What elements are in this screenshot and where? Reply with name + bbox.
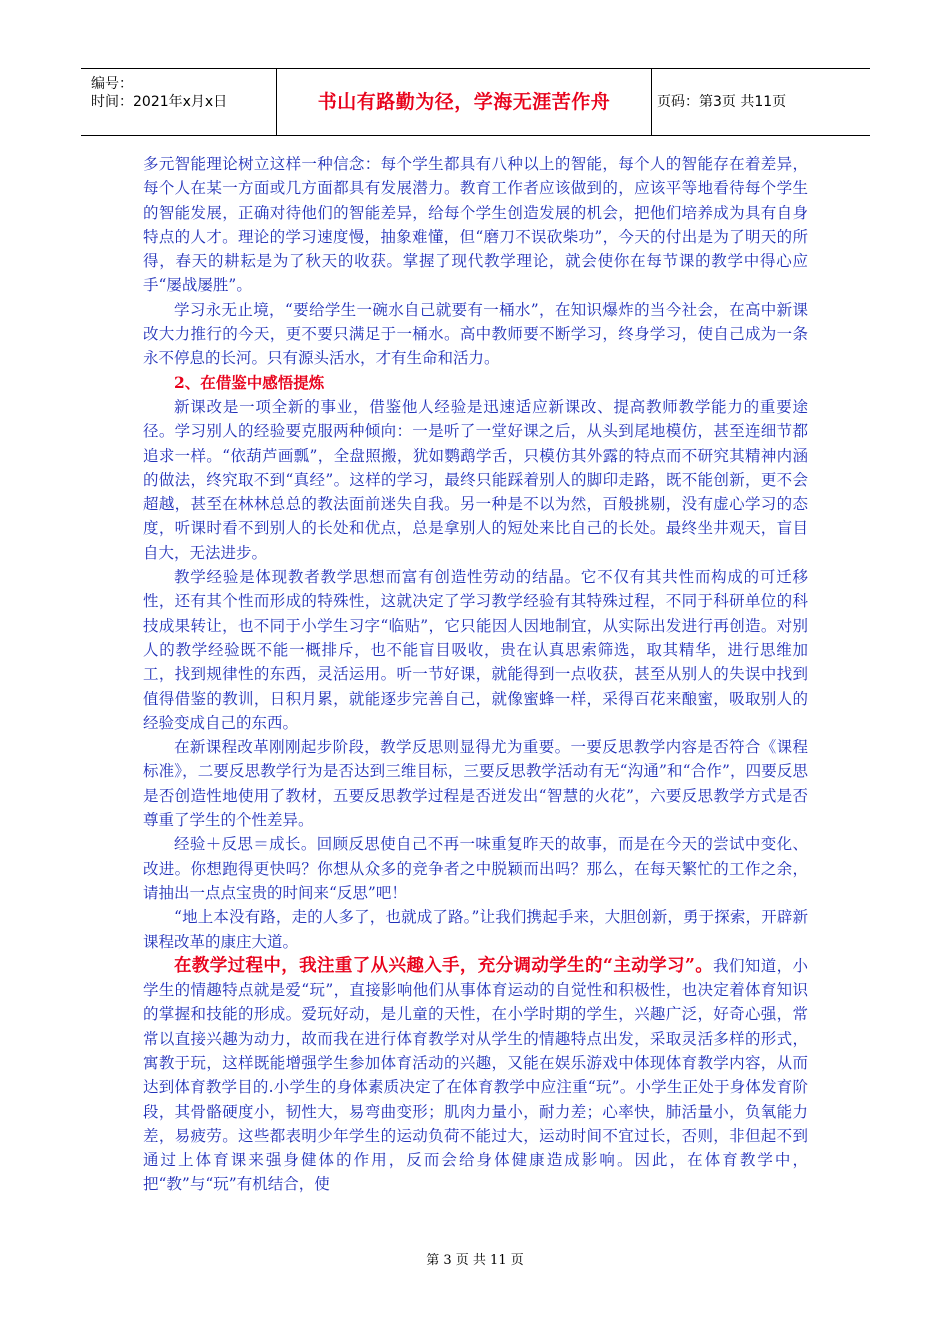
document-number-label: 编号：: [91, 76, 133, 92]
paragraph-continuation: 我们知道，小学生的情趣特点就是爱“玩”，直接影响他们从事体育运动的自觉性和积极性，也决定着体育知识的掌握和技能的形成。爱玩好动，是儿童的天性，在小学时期的学生，兴趣广泛，好奇心强，常常以直接兴趣为动力，故而我在进行体育教学对从学生的情趣特点出发，采取灵活多样的形式，寓教于玩，这样既能增强学生参加体育活动的兴趣，又能在娱乐游戏中体现体育教学内容，从而达到体育教学目的.小学生的身体素质决定了在体育教学中应注重“玩”。小学生正处于身体发育阶段，其骨骼硬度小，韧性大，易弯曲变形；肌肉力量小，耐力差；心率快，肺活量小，负氧能力差，易疲劳。这些都表明少年学生的运动负荷不能过大，运动时间不宜过长，否则，非但起不到通过上体育课来强身健体的作用，反而会给身体健康造成影响。因此，在体育教学中，把“教”与“玩”有机结合，使: [143, 956, 808, 1194]
header-page-label: 页码：第3页 共11页: [657, 94, 787, 110]
paragraph: 多元智能理论树立这样一种信念：每个学生都具有八种以上的智能，每个人的智能存在着差异，每个人在某一方面或几方面都具有发展潜力。教育工作者应该做到的，应该平等地看待每个学生的智能发展，正确对待他们的智能差异，给每个学生创造发展的机会，把他们培养成为具有自身特点的人才。理论的学习速度慢，抽象难懂，但“磨刀不误砍柴功”，今天的付出是为了明天的所得，春天的耕耘是为了秋天的收获。掌握了现代教学理论，就会使你在每节课的教学中得心应手“屡战屡胜”。: [143, 155, 808, 295]
section-heading: 2、在借鉴中感悟提炼: [174, 372, 325, 392]
header-meta-cell: [81, 69, 277, 135]
paragraph: 在新课程改革刚刚起步阶段，教学反思则显得尤为重要。一要反思教学内容是否符合《课程标准》，二要反思教学行为是否达到三维目标，三要反思教学活动有无“沟通”和“合作”，四要反思是否创造性地使用了教材，五要反思教学过程是否迸发出“智慧的火花”，六要反思教学方式是否尊重了学生的个性差异。: [143, 738, 808, 830]
paragraph: 经验＋反思＝成长。回顾反思使自己不再一味重复昨天的故事，而是在今天的尝试中变化、改进。你想跑得更快吗？你想从众多的竞争者之中脱颖而出吗？那么，在每天繁忙的工作之余，请抽出一点点宝贵的时间来“反思”吧！: [143, 835, 808, 902]
document-body: [143, 152, 808, 1197]
emphasis-lead-sentence: 在教学过程中，我注重了从兴趣入手，充分调动学生的“主动学习”。: [174, 955, 714, 976]
paragraph: [143, 954, 808, 1197]
paragraph: 新课改是一项全新的事业，借鉴他人经验是迅速适应新课改、提高教师教学能力的重要途径。学习别人的经验要克服两种倾向：一是听了一堂好课之后，从头到尾地模仿，甚至连细节都追求一样。“依葫芦画瓢”，全盘照搬，犹如鹦鹉学舌，只模仿其外露的特点而不研究其精神内涵的做法，终究取不到“真经”。这样的学习，最终只能踩着别人的脚印走路，既不能创新，更不会超越，甚至在林林总总的教法面前迷失自我。另一种是不以为然，百般挑剔，没有虚心学习的态度，听课时看不到别人的长处和优点，总是拿别人的短处来比自己的长处。最终坐井观天，盲目自大，无法进步。: [143, 397, 808, 562]
page-header: [81, 68, 870, 136]
paragraph: 学习永无止境，“要给学生一碗水自己就要有一桶水”，在知识爆炸的当今社会，在高中新课改大力推行的今天，更不要只满足于一桶水。高中教师要不断学习，终身学习，使自己成为一条永不停息的长河。只有源头活水，才有生命和活力。: [143, 300, 808, 368]
page-footer: 第 3 页 共 11 页: [426, 1253, 524, 1268]
paragraph: “地上本没有路，走的人多了，也就成了路。”让我们携起手来，大胆创新，勇于探索，开辟新课程改革的康庄大道。: [143, 908, 808, 951]
paragraph: 教学经验是体现教者教学思想而富有创造性劳动的结晶。它不仅有其共性而构成的可迁移性，还有其个性而形成的特殊性，这就决定了学习教学经验有其特殊过程，不同于科研单位的科技成果转让，也不同于小学生习字“临贴”，它只能因人因地制宜，从实际出发进行再创造。对别人的教学经验既不能一概排斥，也不能盲目吸收，贵在认真思索筛选，取其精华，进行思维加工，找到规律性的东西，灵活运用。听一节好课，就能得到一点收获，甚至从别人的失误中找到值得借鉴的教训，日积月累，就能逐步完善自己，就像蜜蜂一样，采得百花来酿蜜，吸取别人的经验变成自己的东西。: [143, 568, 808, 732]
header-motto: 书山有路勤为径，学海无涯苦作舟: [277, 69, 652, 135]
document-date-label: 时间：2021年x月x日: [91, 94, 228, 110]
